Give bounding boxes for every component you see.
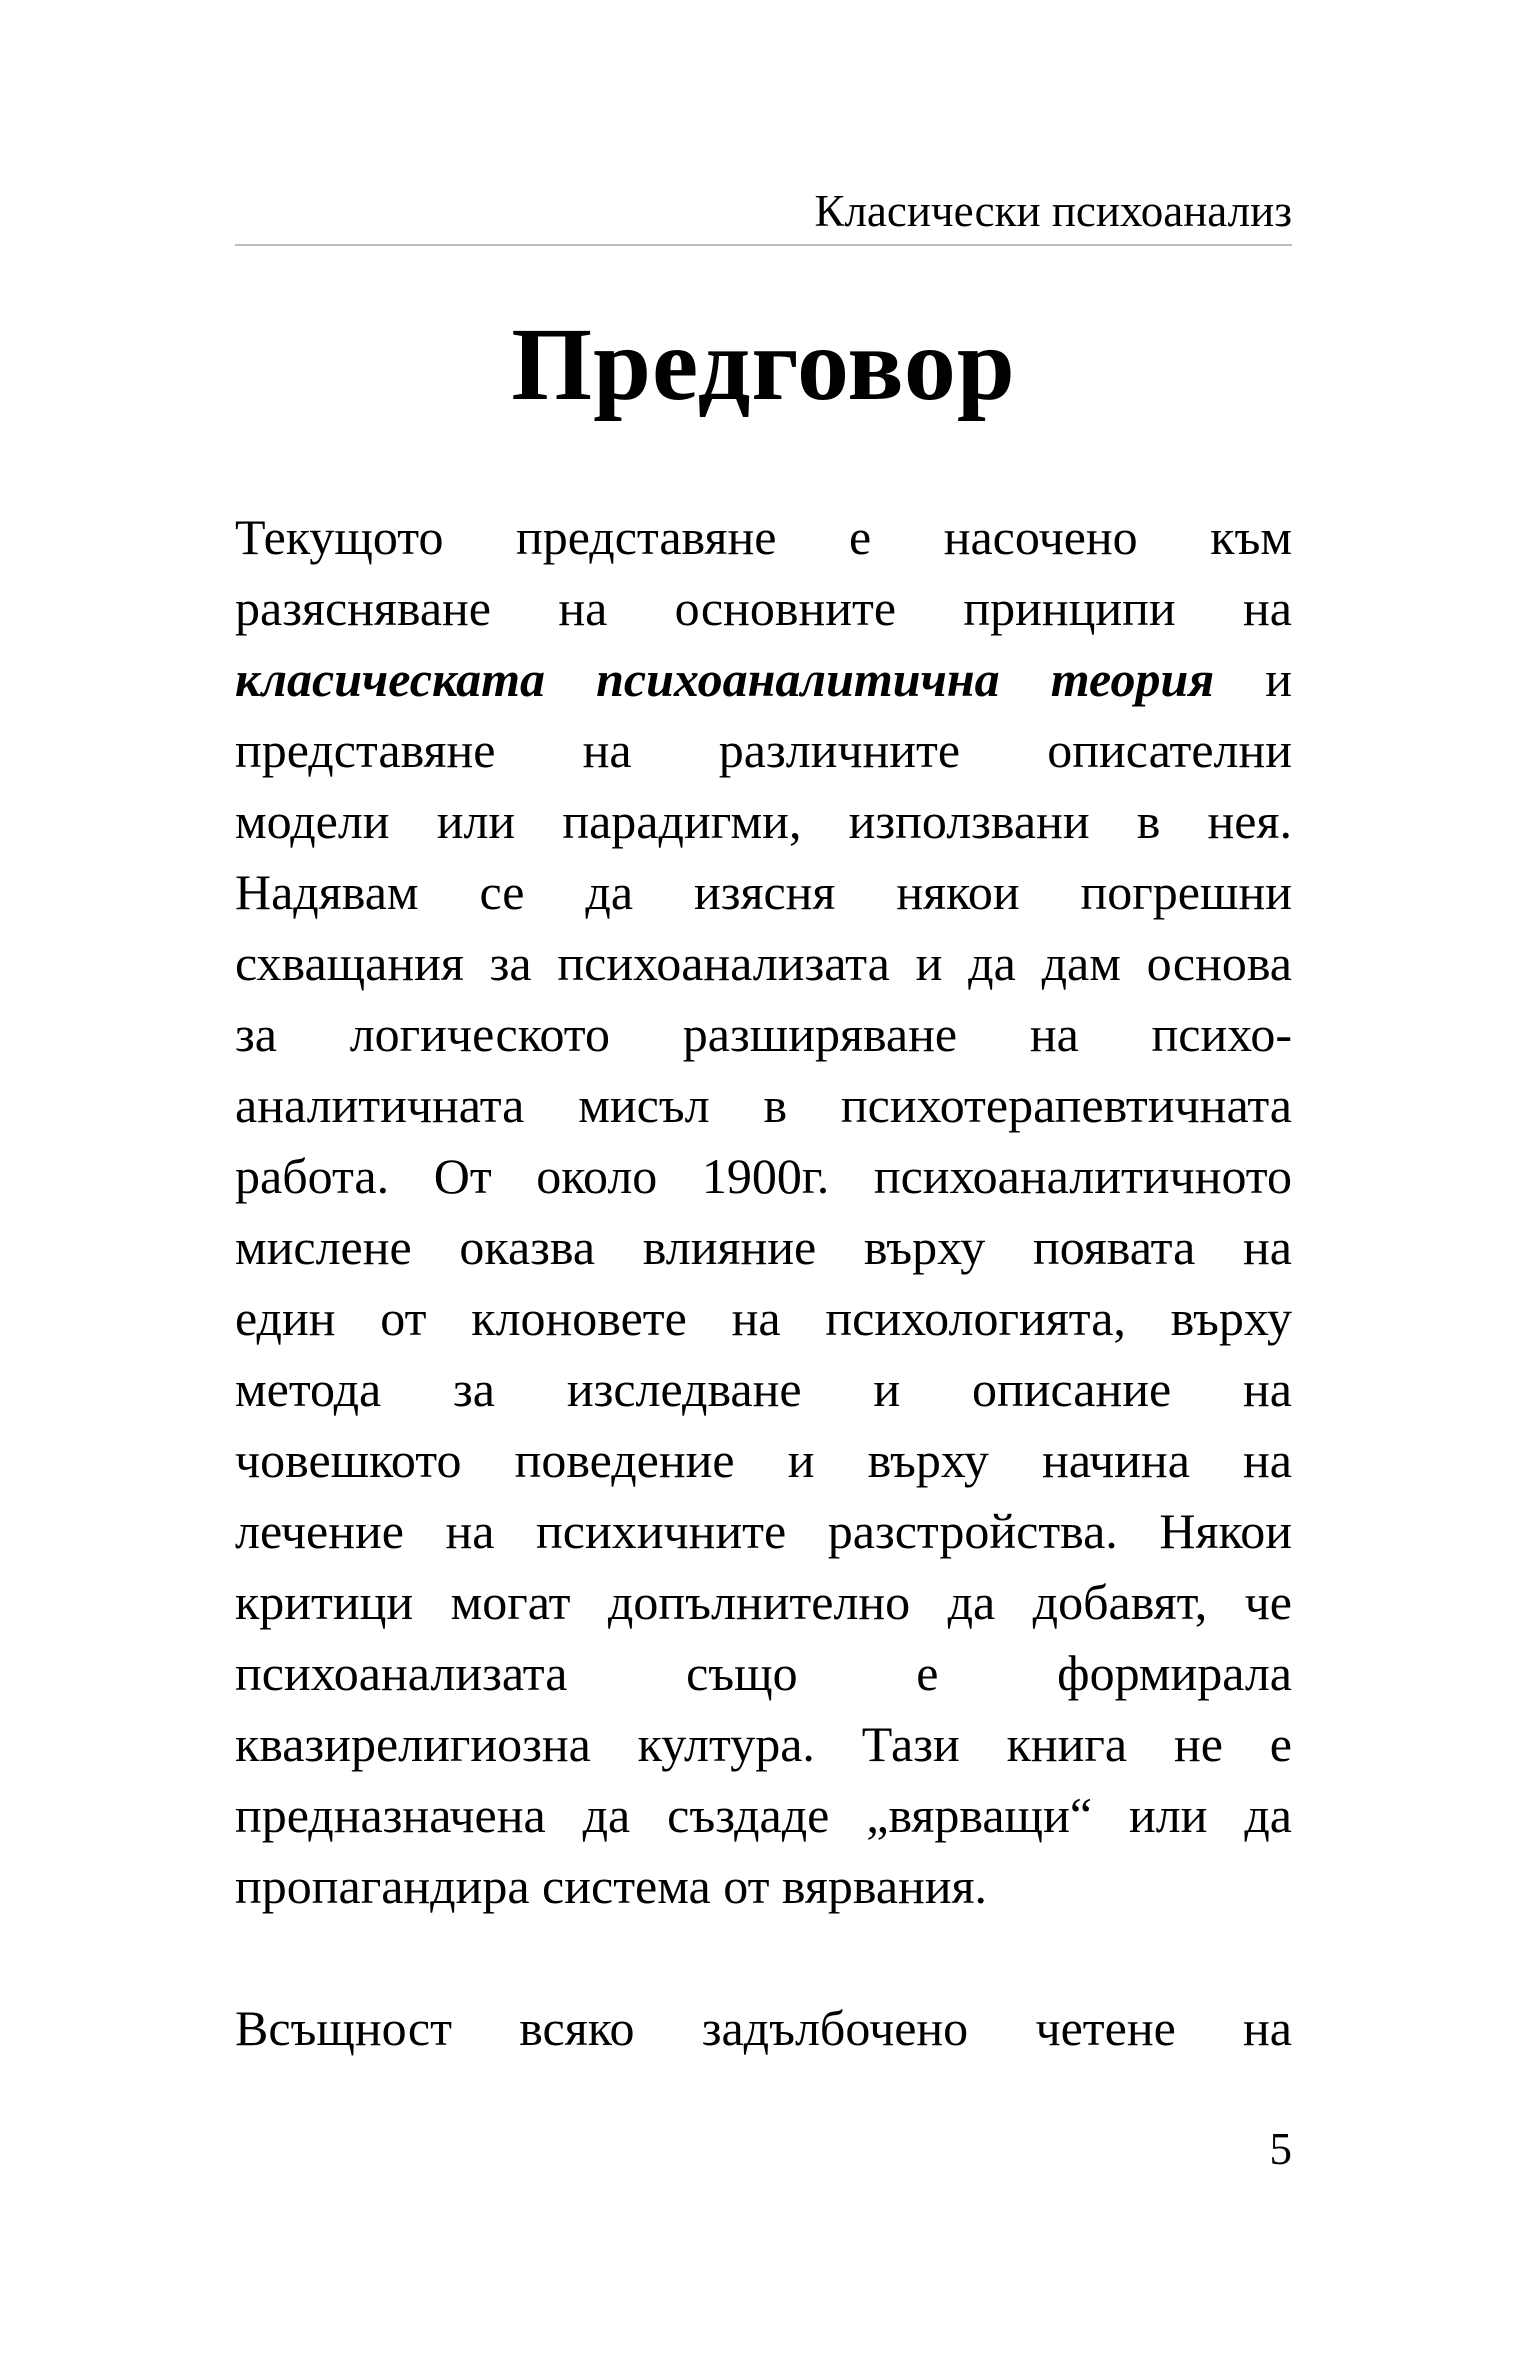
text-line: лечение на психичните разстройства. Някои (235, 1503, 1292, 1559)
text-line: Всъщност всяко задълбочено четене на (235, 2000, 1292, 2056)
text-line: пропагандира система от вярвания. (235, 1858, 988, 1914)
text-line: един от клоновете на психологията, върху (235, 1290, 1292, 1346)
text-line: разясняване на основните принципи на (235, 580, 1292, 636)
text-line: за логическото разширяване на психо- (235, 1006, 1292, 1062)
running-header: Класически психоанализ (235, 178, 1292, 246)
paragraph-1 (235, 502, 1292, 1922)
page-number: 5 (1269, 2124, 1292, 2174)
paragraph-2 (235, 1993, 1292, 2064)
paragraph-spacer (235, 1922, 1292, 1993)
text-line: представяне на различните описателни (235, 722, 1292, 778)
text-fragment: и (1214, 651, 1292, 707)
body-text (235, 502, 1292, 2064)
text-line: работа. От около 1900г. психоаналитичното (235, 1148, 1292, 1204)
text-line: мислене оказва влияние върху появата на (235, 1219, 1292, 1275)
text-line: човешкото поведение и върху начина на (235, 1432, 1292, 1488)
text-line: модели или парадигми, използвани в нея. (235, 793, 1292, 849)
emphasized-term: класическата психоаналитична теория (235, 651, 1215, 707)
text-line: критици могат допълнително да добавят, че (235, 1574, 1292, 1630)
text-line: психоанализата също е формирала (235, 1645, 1292, 1701)
chapter-title: Предговор (511, 307, 1016, 422)
text-line: схващания за психоанализата и да дам основа (235, 935, 1292, 991)
text-line: квазирелигиозна култура. Тази книга не е (235, 1716, 1292, 1772)
text-line: Надявам се да изясня някои погрешни (235, 864, 1292, 920)
text-line: аналитичната мисъл в психотерапевтичната (235, 1077, 1292, 1133)
text-line: предназначена да създаде „вярващи“ или да (235, 1787, 1292, 1843)
text-line: Текущото представяне е насочено към (235, 509, 1292, 565)
text-line: метода за изследване и описание на (235, 1361, 1292, 1417)
text-line-with-emphasis (235, 644, 1292, 715)
